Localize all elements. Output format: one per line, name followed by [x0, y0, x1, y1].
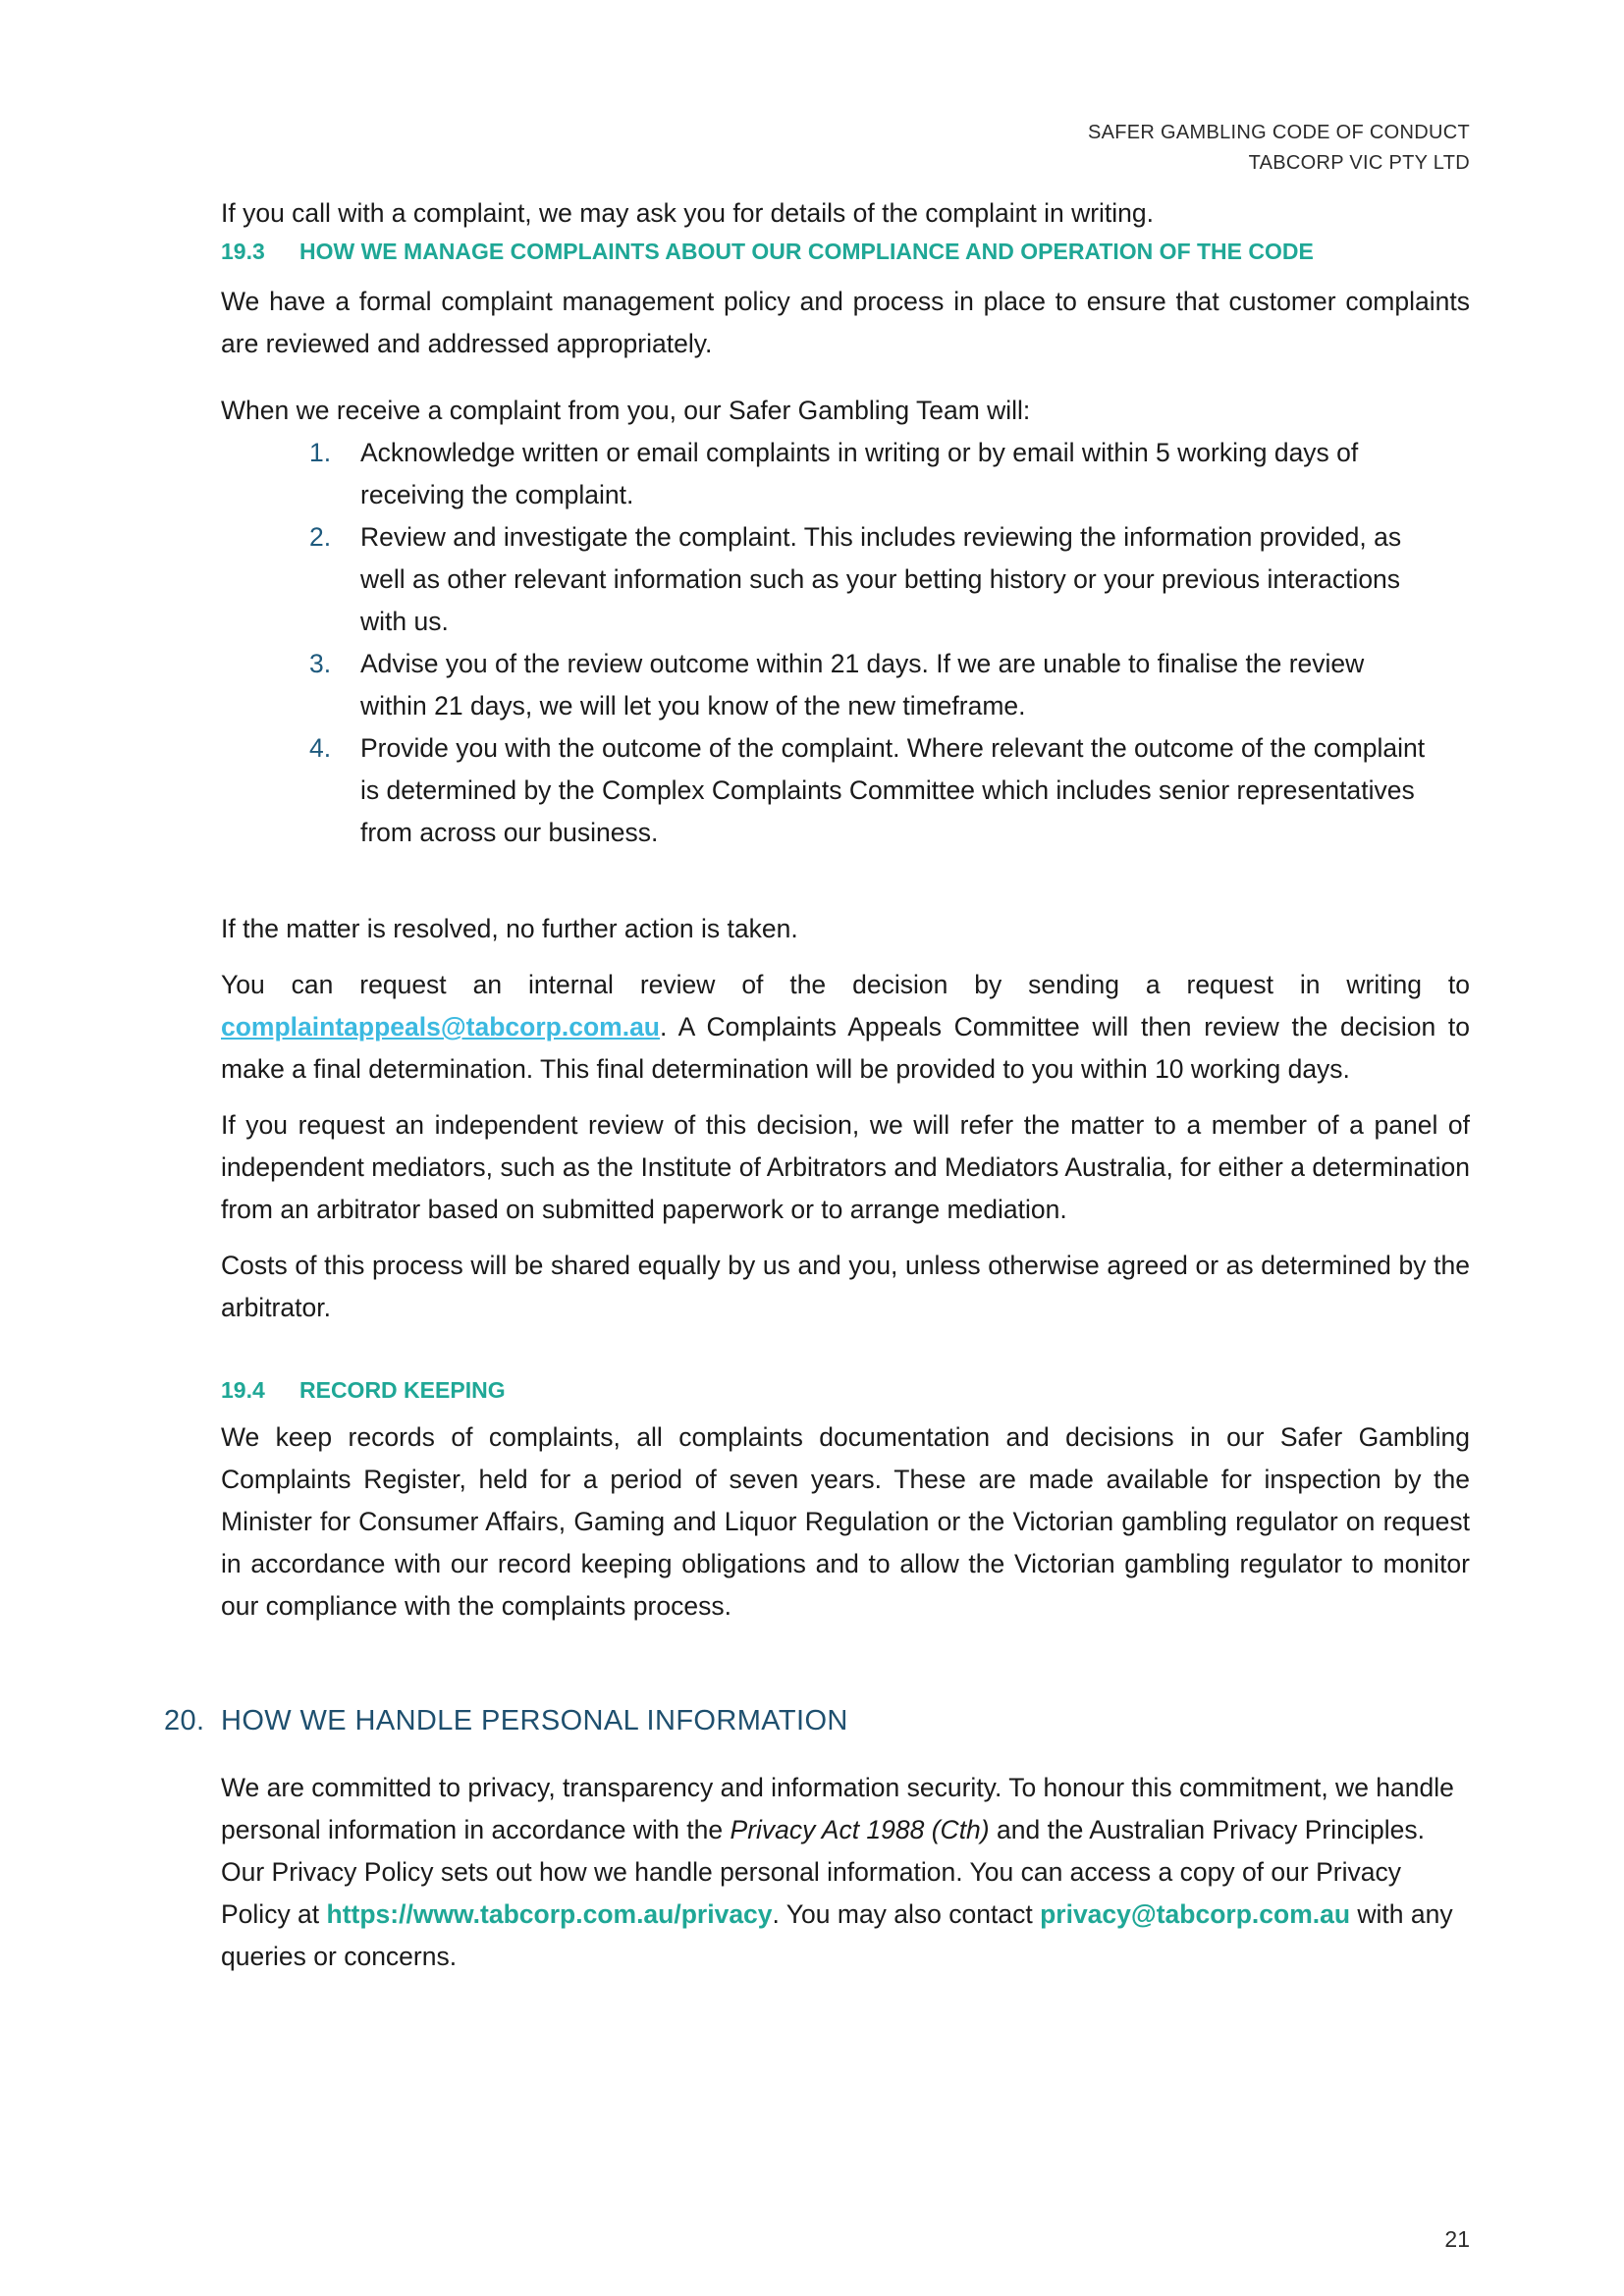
privacy-policy-url-link[interactable]: https://www.tabcorp.com.au/privacy	[326, 1899, 773, 1929]
complaint-appeals-email-link[interactable]: complaintappeals@tabcorp.com.au	[221, 1012, 660, 1041]
list-item-text: Review and investigate the complaint. This includes reviewing the information provided, as well as other relevant information such as your betting history or your previous interactions with us.	[360, 522, 1402, 636]
privacy-text-b: and the Australian Privacy Principles. Our Privacy Policy sets out how we handle personal information. You can access a copy of our Privacy Policy at	[221, 1815, 1425, 1929]
record-keeping-paragraph: We keep records of complaints, all complaints documentation and decisions in our Safer Gambling Complaints Register, held for a period of seven years. These are made available for inspection by the Minister for Consumer Affairs, Gaming and Liquor Regulation or the Victorian gambling regulator on request in accordance with our record keeping obligations and to allow the Victorian gambling regulator to monitor our compliance with the complaints process.	[221, 1422, 1470, 1621]
privacy-text-d: with any queries or concerns.	[221, 1899, 1453, 1971]
list-marker: 2.	[309, 522, 332, 552]
costs-paragraph: Costs of this process will be shared equally by us and you, unless otherwise agreed or as determined by the arbitrator.	[221, 1251, 1470, 1322]
header-document-title: SAFER GAMBLING CODE OF CONDUCT	[1087, 122, 1470, 143]
section-19-3-number: 19.3	[221, 239, 265, 264]
privacy-text-a: We are committed to privacy, transparency and information security. To honour this commitment, we handle personal information in accordance with the	[221, 1773, 1454, 1844]
resolved-paragraph: If the matter is resolved, no further action is taken.	[221, 914, 798, 943]
team-will-paragraph: When we receive a complaint from you, our Safer Gambling Team will:	[221, 396, 1031, 425]
main-content	[221, 192, 1470, 1628]
section-19-3-heading	[221, 237, 1470, 266]
list-marker: 1.	[309, 438, 332, 467]
privacy-paragraph	[221, 1767, 1458, 1978]
internal-review-text-start: You can request an internal review of the decision by sending a request in writing to	[221, 970, 1470, 999]
complaint-policy-paragraph: We have a formal complaint management policy and process in place to ensure that customer complaints are reviewed and addressed appropriately.	[221, 287, 1470, 358]
complaint-steps-list	[221, 432, 1470, 854]
section-19-3-title: HOW WE MANAGE COMPLAINTS ABOUT OUR COMPLIANCE AND OPERATION OF THE CODE	[299, 239, 1314, 264]
list-marker: 3.	[309, 649, 332, 678]
intro-line: If you call with a complaint, we may ask you for details of the complaint in writing.	[221, 198, 1155, 228]
list-item	[221, 432, 1470, 516]
section-19-4-heading	[221, 1375, 1470, 1405]
section-19-4-title: RECORD KEEPING	[299, 1377, 506, 1403]
section-20-body	[221, 1767, 1458, 1978]
list-item-text: Advise you of the review outcome within 21 days. If we are unable to finalise the review within 21 days, we will let you know of the new timeframe.	[360, 649, 1365, 721]
page-number: 21	[1444, 2226, 1470, 2252]
section-20-heading	[164, 1703, 848, 1738]
list-item	[221, 643, 1470, 727]
list-item-text: Provide you with the outcome of the complaint. Where relevant the outcome of the complaint is determined by the Complex Complaints Committee which includes senior representatives from across our business.	[360, 733, 1426, 847]
header-company-name: TABCORP VIC PTY LTD	[1248, 152, 1470, 174]
privacy-act-title: Privacy Act 1988 (Cth)	[730, 1815, 990, 1844]
section-20-title: HOW WE HANDLE PERSONAL INFORMATION	[221, 1705, 848, 1736]
section-19-4-number: 19.4	[221, 1377, 265, 1403]
page-header	[1088, 118, 1470, 179]
privacy-text-c: . You may also contact	[772, 1899, 1041, 1929]
list-marker: 4.	[309, 733, 332, 763]
internal-review-paragraph	[221, 964, 1470, 1091]
internal-review-text-end: . A Complaints Appeals Committee will then review the decision to make a final determination. This final determination will be provided to you within 10 working days.	[221, 1012, 1470, 1084]
independent-review-paragraph: If you request an independent review of this decision, we will refer the matter to a member of a panel of independent mediators, such as the Institute of Arbitrators and Mediators Australia, for either a determination from an arbitrator based on submitted paperwork or to arrange mediation.	[221, 1110, 1470, 1224]
list-item	[221, 727, 1470, 854]
section-20-number: 20.	[164, 1705, 205, 1736]
privacy-email-link[interactable]: privacy@tabcorp.com.au	[1040, 1899, 1351, 1929]
list-item	[221, 516, 1470, 643]
list-item-text: Acknowledge written or email complaints in writing or by email within 5 working days of receiving the complaint.	[360, 438, 1359, 509]
